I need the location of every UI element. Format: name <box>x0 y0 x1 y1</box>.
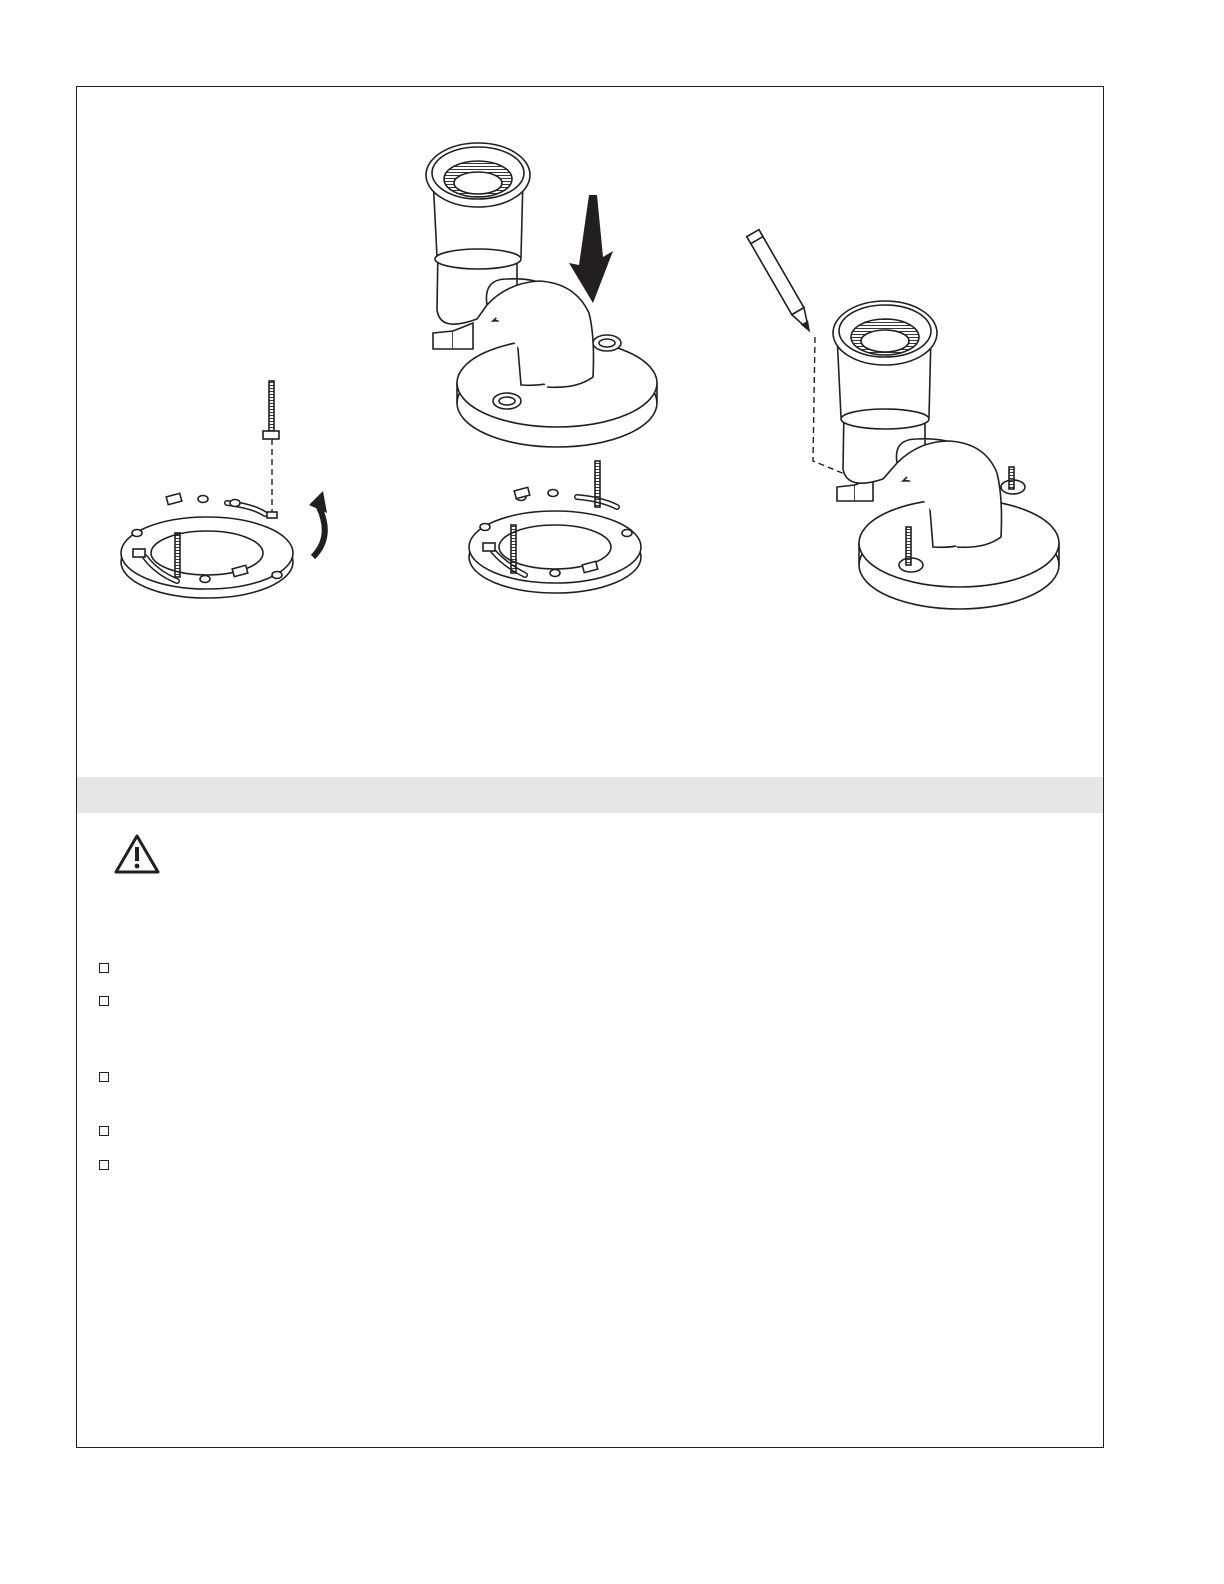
checkbox-icon <box>99 996 109 1006</box>
warning-triangle-icon <box>113 833 161 875</box>
step2-elbow-illustration <box>426 143 657 593</box>
section-header-band <box>77 777 1103 813</box>
checkbox-icon <box>99 1160 109 1170</box>
step3-marking-illustration <box>747 230 1059 609</box>
checkbox-icon <box>99 963 109 973</box>
checkbox-icon <box>99 1072 109 1082</box>
installation-illustration <box>77 87 1105 777</box>
step1-flange-illustration <box>121 381 327 598</box>
checkbox-icon <box>99 1126 109 1136</box>
page-frame <box>76 86 1104 1448</box>
